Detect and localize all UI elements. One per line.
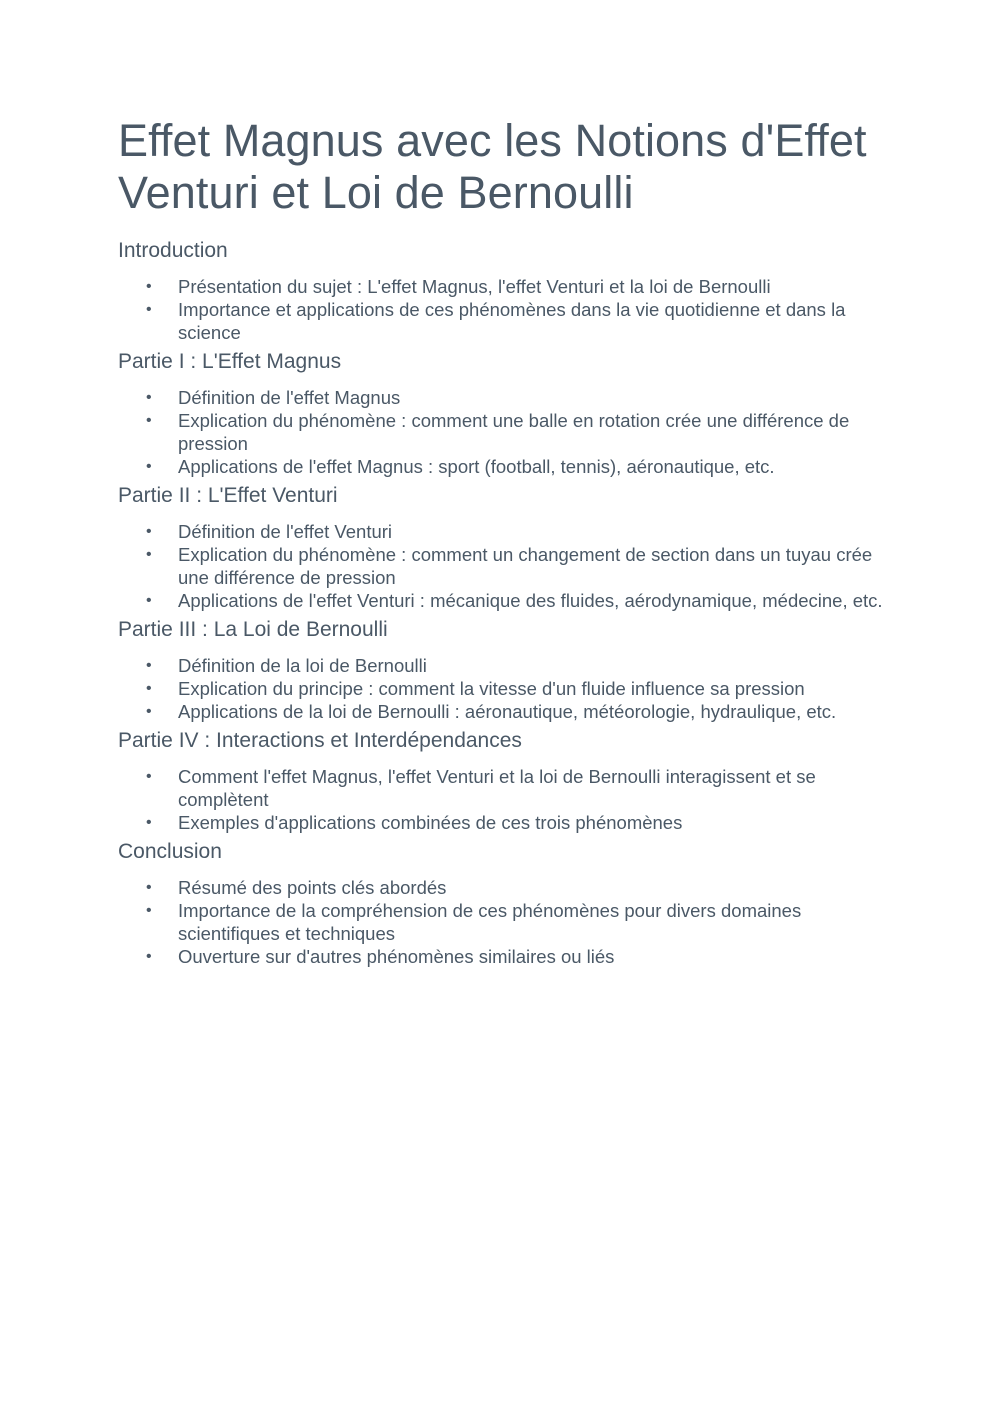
page-title: Effet Magnus avec les Notions d'Effet Venturi et Loi de Bernoulli xyxy=(118,115,867,218)
bullet-list xyxy=(118,520,883,612)
section-partie-4 xyxy=(118,727,883,834)
list-item: • Applications de l'effet Venturi : mécanique des fluides, aérodynamique, médecine, etc. xyxy=(118,589,883,612)
section-heading: Partie I : L'Effet Magnus xyxy=(118,350,342,373)
list-item: • Explication du principe : comment la vitesse d'un fluide influence sa pression xyxy=(118,677,883,700)
section-partie-3 xyxy=(118,616,883,723)
bullet-list xyxy=(118,765,883,834)
list-item: • Explication du phénomène : comment un changement de section dans un tuyau crée une différence de pression xyxy=(118,543,883,589)
list-item: • Applications de l'effet Magnus : sport (football, tennis), aéronautique, etc. xyxy=(118,455,883,478)
section-partie-2 xyxy=(118,482,883,612)
list-item: • Présentation du sujet : L'effet Magnus, l'effet Venturi et la loi de Bernoulli xyxy=(118,275,883,298)
list-item: • Applications de la loi de Bernoulli : aéronautique, météorologie, hydraulique, etc. xyxy=(118,700,883,723)
section-partie-1 xyxy=(118,348,883,478)
bullet-list xyxy=(118,876,883,968)
list-item: • Définition de l'effet Magnus xyxy=(118,386,883,409)
list-item: • Importance et applications de ces phénomènes dans la vie quotidienne et dans la science xyxy=(118,298,883,344)
bullet-list xyxy=(118,275,883,344)
bullet-list xyxy=(118,386,883,478)
list-item: • Ouverture sur d'autres phénomènes similaires ou liés xyxy=(118,945,883,968)
section-heading: Introduction xyxy=(118,239,228,262)
section-heading: Partie II : L'Effet Venturi xyxy=(118,484,338,507)
list-item: • Explication du phénomène : comment une balle en rotation crée une différence de pression xyxy=(118,409,883,455)
section-introduction xyxy=(118,237,883,344)
list-item: • Définition de l'effet Venturi xyxy=(118,520,883,543)
section-conclusion xyxy=(118,838,883,968)
section-heading: Partie III : La Loi de Bernoulli xyxy=(118,618,388,641)
bullet-list xyxy=(118,654,883,723)
list-item: • Comment l'effet Magnus, l'effet Venturi et la loi de Bernoulli interagissent et se complètent xyxy=(118,765,883,811)
list-item: • Importance de la compréhension de ces phénomènes pour divers domaines scientifiques et techniques xyxy=(118,899,883,945)
section-heading: Partie IV : Interactions et Interdépendances xyxy=(118,729,522,752)
list-item: • Résumé des points clés abordés xyxy=(118,876,883,899)
list-item: • Exemples d'applications combinées de ces trois phénomènes xyxy=(118,811,883,834)
list-item: • Définition de la loi de Bernoulli xyxy=(118,654,883,677)
section-heading: Conclusion xyxy=(118,840,222,863)
